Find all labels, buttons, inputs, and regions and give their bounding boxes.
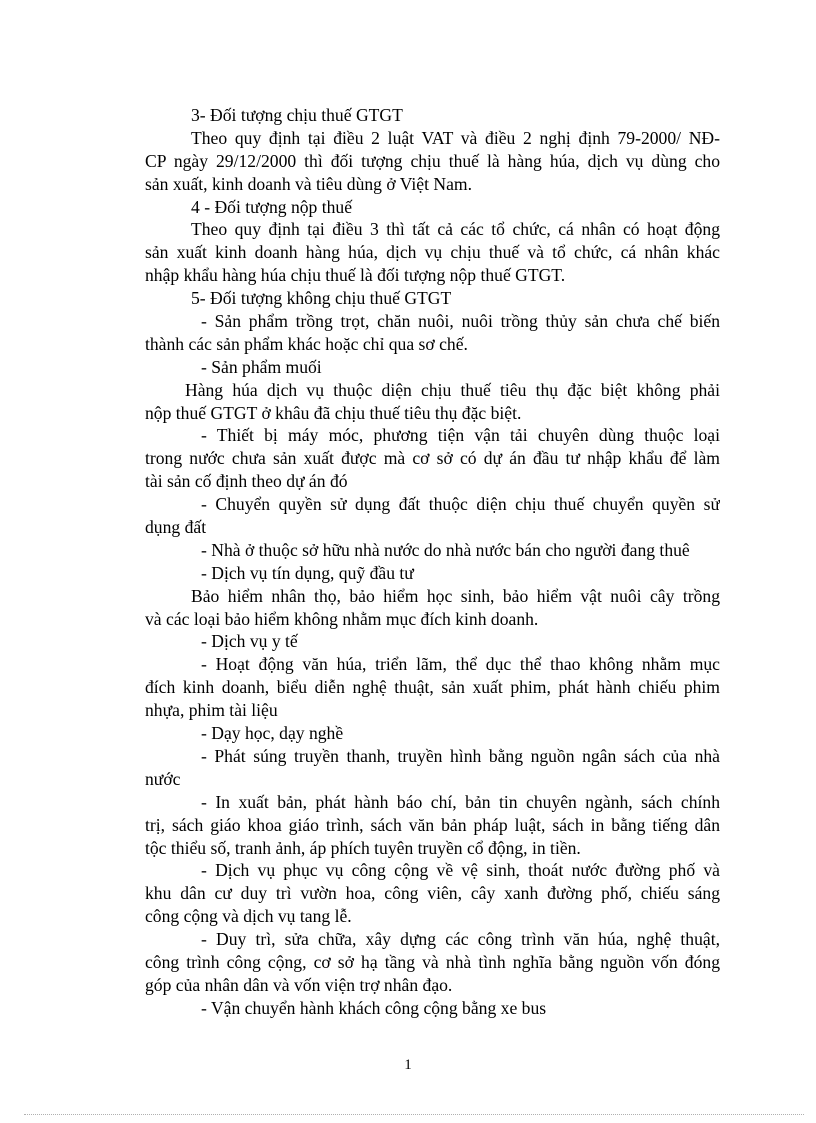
text-line: nộp thuế GTGT ở khâu đã chịu thuế tiêu thụ đặc biệt. (145, 402, 522, 423)
page-bottom-rule (24, 1114, 804, 1115)
text-line: tộc thiểu số, tranh ảnh, áp phích tuyên truyền cổ động, in tiền. (145, 837, 581, 858)
text-line: - Dịch vụ tín dụng, quỹ đầu tư (201, 562, 414, 583)
text-line: Theo quy định tại điều 3 thì tất cả các tổ chức, cá nhân có hoạt động (191, 219, 720, 240)
text-line: và các loại bảo hiểm không nhằm mục đích kinh doanh. (145, 608, 539, 629)
document-body (145, 104, 720, 1020)
text-line: - Hoạt động văn húa, triển lãm, thể dục thể thao không nhằm mục (201, 654, 720, 675)
text-line: sản xuất, kinh doanh và tiêu dùng ở Việt Nam. (145, 173, 472, 194)
text-line: dụng đất (145, 517, 207, 538)
text-line: đích kinh doanh, biểu diễn nghệ thuật, sản xuất phim, phát hành chiếu phim (145, 677, 720, 698)
text-line: khu dân cư duy trì vườn hoa, công viên, cây xanh đường phố, chiếu sáng (145, 883, 720, 904)
text-line: - Phát súng truyền thanh, truyền hình bằng nguồn ngân sách của nhà (201, 745, 720, 766)
text-line: - Thiết bị máy móc, phương tiện vận tải chuyên dùng thuộc loại (201, 425, 720, 446)
text-line: nhựa, phim tài liệu (145, 700, 278, 721)
text-line: trong nước chưa sản xuất được mà cơ sở có dự án đầu tư nhập khẩu để làm (145, 448, 720, 469)
text-line: - Chuyển quyền sử dụng đất thuộc diện chịu thuế chuyển quyền sử (201, 494, 720, 515)
text-line: nước (145, 768, 181, 789)
text-line: - Dịch vụ phục vụ công cộng về vệ sinh, thoát nước đường phố và (201, 860, 720, 881)
text-line: CP ngày 29/12/2000 thì đối tượng chịu thuế là hàng húa, dịch vụ dùng cho (145, 150, 720, 171)
text-line: - In xuất bản, phát hành báo chí, bản tin chuyên ngành, sách chính (201, 791, 720, 812)
text-line: Theo quy định tại điều 2 luật VAT và điều 2 nghị định 79-2000/ NĐ- (191, 127, 720, 148)
page-number: 1 (404, 1057, 412, 1073)
text-line: - Vận chuyển hành khách công cộng bằng xe bus (201, 997, 547, 1018)
text-line: Hàng húa dịch vụ thuộc diện chịu thuế tiêu thụ đặc biệt không phải (185, 379, 720, 400)
text-line: trị, sách giáo khoa giáo trình, sách văn bản pháp luật, sách in bằng tiếng dân (145, 814, 720, 835)
text-line: tài sản cố định theo dự án đó (145, 471, 348, 492)
text-line: công cộng và dịch vụ tang lễ. (145, 906, 352, 927)
text-line: sản xuất kinh doanh hàng húa, dịch vụ chịu thuế và tổ chức, cá nhân khác (145, 242, 720, 263)
text-line: thành các sản phẩm khác hoặc chỉ qua sơ chế. (145, 333, 468, 354)
text-line: - Dịch vụ y tế (201, 631, 298, 652)
text-line: 4 - Đối tượng nộp thuế (191, 196, 353, 217)
text-line: - Dạy học, dạy nghề (201, 723, 344, 744)
text-line: - Nhà ở thuộc sở hữu nhà nước do nhà nước bán cho người đang thuê (201, 539, 690, 560)
text-line: - Sản phẩm muối (201, 356, 322, 377)
text-line: 3- Đối tượng chịu thuế GTGT (191, 105, 403, 125)
text-line: góp của nhân dân và vốn viện trợ nhân đạo. (145, 974, 453, 995)
text-line: - Duy trì, sửa chữa, xây dựng các công trình văn húa, nghệ thuật, (201, 929, 720, 950)
text-line: công trình công cộng, cơ sở hạ tầng và nhà tình nghĩa bằng nguồn vốn đóng (145, 951, 720, 972)
text-line: nhập khẩu hàng húa chịu thuế là đối tượng nộp thuế GTGT. (145, 265, 566, 286)
text-line: Bảo hiểm nhân thọ, bảo hiểm học sinh, bảo hiểm vật nuôi cây trồng (191, 585, 720, 606)
text-line: - Sản phẩm trồng trọt, chăn nuôi, nuôi trồng thủy sản chưa chế biến (201, 311, 720, 332)
text-line: 5- Đối tượng không chịu thuế GTGT (191, 288, 452, 309)
